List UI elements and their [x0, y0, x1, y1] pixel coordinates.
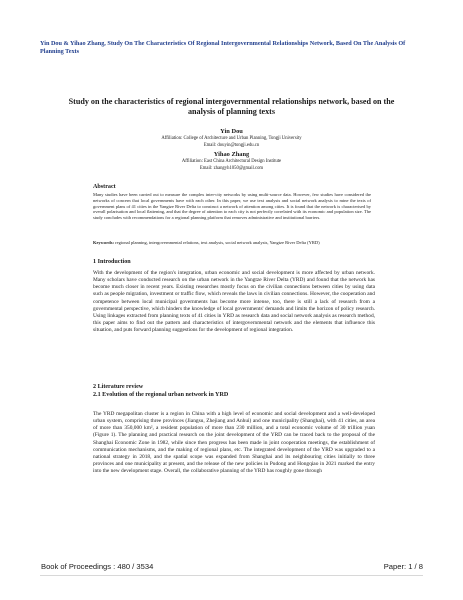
footer-page-number: Paper: 1 / 8: [383, 562, 423, 571]
abstract-text: Many studies have been carried out to measure the complex inter-city networks by using multi-source data. However, few studies have considered the networks of concern that local governments have with each other. In this paper, we use text analysis and social network analysis to mine the texts of government plans of 41 cities in the Yangtze River Delta to construct a network of attention among cities. It is found that the network is characterised by overall polarisation and local flattening, and that the degree of attention to each city is not perfectly correlated with its economic and population size. The study concludes with recommendations for a regional planning platform that removes administrative and institutional barriers.: [93, 192, 371, 221]
subsection-heading: 2.1 Evolution of the regional urban network in YRD: [93, 392, 229, 398]
author-affiliation: Affiliation: East China Architectural Design Institute: [181, 159, 282, 164]
author-name: Yin Dou: [220, 128, 243, 135]
footer-divider: [40, 575, 423, 576]
author-affiliation: Affiliation: College of Architecture and Urban Planning, Tongji University: [161, 136, 302, 141]
section-text: With the development of the region's integration, urban economic and social development is more affected by urban network. Many scholars have conducted research on the urban network in the Yangtze River Delta (YRD) and found that the network has become much closer in recent years. Existing researches mostly focus on the civilian connections between cities by using data such as people migration, investment or traffic flow, which reveals the laws in civilian connections. However, the cooperation and competence between local municipal governments has become more intense, too, there is still a lack of research from a governmental perspective, which hinders the knowledge of local governments' demands and limits the horizon of policy research. Using linkages extracted from planning texts of 41 cities in YRD as research data and social network analysis as research method, this paper aims to find out the pattern and characteristics of intergovernmental network and the elements that influence this situation, and puts forward planning suggestions for the development of regional integration.: [93, 270, 375, 334]
section-text: The YRD megapolitan cluster is a region in China with a high level of economic and social development and a well-developed urban system, comprising three provinces (Jiangsu, Zhejiang and Anhui) and one municipality (Shanghai), with 41 cities, an area of more than 350,000 km², a resident population of more than 230 million, and a total economic volume of 30 trillion yuan (Figure 1). The planning and practical research on the joint development of the YRD can be traced back to the proposal of the Shanghai Economic Zone in 1982, while since then progress has been made in joint cooperation meetings, the establishment of communication mechanisms, and the making of regional plans, etc. The integrated development of the YRD was upgraded to a national strategy in 2018, and the spatial scope was expanded from Shanghai and its neighbouring cities initially to three provinces and one municipality at present, and the release of the new policies in Pudong and Hongqiao in 2021 marked the entry into the new development stage. Overall, the collaborative planning of the YRD has roughly gone through: [93, 411, 375, 475]
section-heading: 2 Literature review: [93, 384, 144, 390]
author-email[interactable]: Email: zhangyh1050@gmail.com: [199, 166, 264, 171]
paper-title: Study on the characteristics of regional intergovernmental relationships network, based on the analysis of planning texts: [68, 97, 395, 116]
section-heading: 1 Introduction: [93, 259, 131, 265]
abstract-heading: Abstract: [93, 184, 116, 190]
author-email[interactable]: Email: douyin@tongji.edu.cn: [203, 143, 260, 148]
keywords-text: regional planning, intergovernmental relations, text analysis, social network analysis, Yangtze River Delta (YRD): [115, 240, 320, 245]
keywords-label: Keywords:: [93, 240, 114, 245]
author-name: Yihao Zhang: [213, 151, 250, 158]
footer-proceedings: Book of Proceedings : 480 / 3534: [41, 562, 154, 571]
running-header: Yin Dou & Yihao Zhang, Study On The Characteristics Of Regional Intergovernmental Relationships Network, Based On The Analysis Of Planning Texts: [40, 40, 406, 55]
keywords-line: [93, 240, 371, 246]
